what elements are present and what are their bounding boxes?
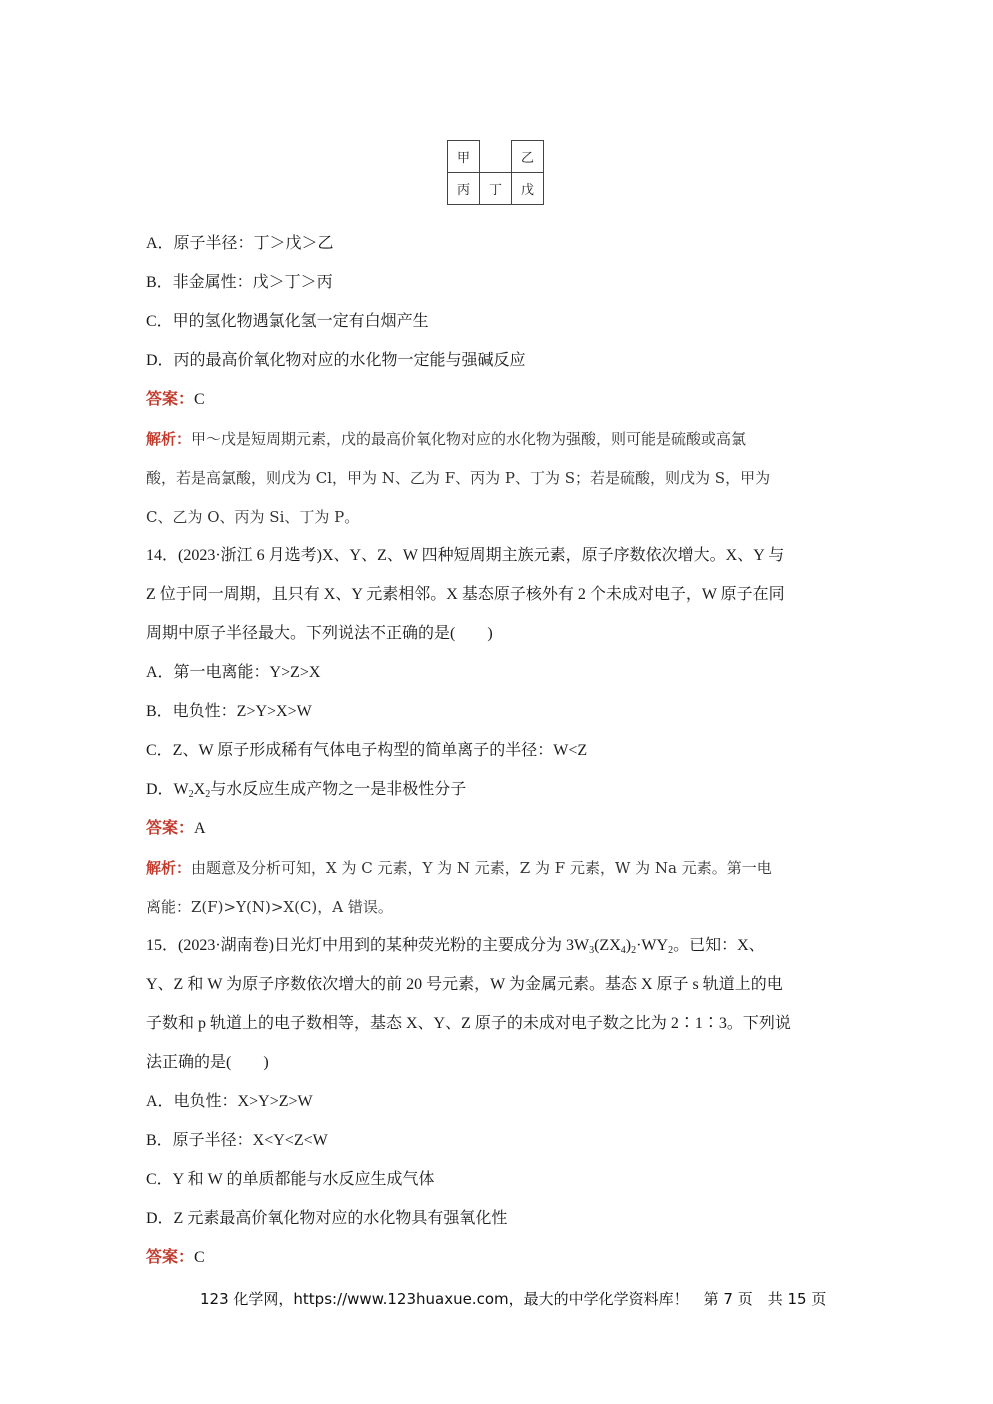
q13-option-a: A．原子半径：丁＞戊＞乙 [146,235,334,252]
explanation-label: 解析： [146,859,192,877]
subscript: 3 [589,945,595,956]
page-footer: 123 化学网，https://www.123huaxue.com，最大的中学化学资料库！ 第 7 页 共 15 页 [200,1290,827,1308]
q15-option-c: C．Y 和 W 的单质都能与水反应生成气体 [146,1171,435,1188]
cell-bing: 丙 [448,173,480,205]
text: X [193,781,206,798]
q13-answer [146,388,853,412]
q13-option-b: B．非金属性：戊＞丁＞丙 [146,274,333,291]
explanation-text: 由题意及分析可知，X 为 C 元素，Y 为 N 元素，Z 为 F 元素，W 为 Na 元素。第一电 [191,859,772,877]
answer-value: A [194,820,206,837]
q14-stem-line3: 周期中原子半径最大。下列说法不正确的是( ) [146,625,493,642]
q13-explanation-line1 [146,427,853,451]
q14-explanation-line1 [146,856,853,880]
q14-stem-line1: 14．(2023·浙江 6 月选考)X、Y、Z、W 四种短周期主族元素，原子序数依次增大。X、Y 与 [146,547,785,564]
q13-option-c: C．甲的氢化物遇氯化氢一定有白烟产生 [146,313,429,330]
q15-option-b: B．原子半径：X<Y<Z<W [146,1132,328,1149]
q14-explanation-line2: 离能：Z(F)>Y(N)>X(C)，A 错误。 [146,898,393,916]
subscript: 2 [188,789,194,800]
explanation-label: 解析： [146,430,192,448]
q13-explanation-line2: 酸，若是高氯酸，则戊为 Cl，甲为 N、乙为 F、丙为 P、丁为 S；若是硫酸，则戊为 S，甲为 [146,469,771,487]
q14-option-a: A．第一电离能：Y>Z>X [146,664,321,681]
explanation-text: 甲～戊是短周期元素，戊的最高价氧化物对应的水化物为强酸，则可能是硫酸或高氯 [191,430,747,448]
cell-yi: 乙 [512,141,544,173]
q14-stem-line2: Z 位于同一周期，且只有 X、Y 元素相邻。X 基态原子核外有 2 个未成对电子，W 原子在同 [146,586,785,603]
subscript: 2 [205,789,211,800]
cell-empty [480,141,512,173]
q15-stem-line2: Y、Z 和 W 为原子序数依次增大的前 20 号元素，W 为金属元素。基态 X 原子 s 轨道上的电 [146,976,783,993]
q14-option-b: B．电负性：Z>Y>X>W [146,703,312,720]
q15-stem-line3: 子数和 p 轨道上的电子数相等，基态 X、Y、Z 原子的未成对电子数之比为 2∶1∶3。下列说 [146,1015,791,1032]
text: ) [625,937,632,954]
subscript: 2 [668,945,674,956]
q15-answer [146,1246,853,1270]
q14-option-d [146,778,853,802]
cell-jia: 甲 [448,141,480,173]
text: 与水反应生成产物之一是非极性分子 [210,781,467,798]
q15-option-a: A．电负性：X>Y>Z>W [146,1093,313,1110]
q15-stem-line1 [146,934,853,958]
q14-answer [146,817,853,841]
q14-option-c: C．Z、W 原子形成稀有气体电子构型的简单离子的半径：W<Z [146,742,588,759]
text: D．W [146,781,189,798]
text: 15．(2023·湖南卷)日光灯中用到的某种荧光粉的主要成分为 3W [146,937,590,954]
answer-value: C [194,391,205,408]
q15-stem-line4: 法正确的是( ) [146,1054,269,1071]
answer-label: 答案： [146,1249,195,1266]
element-position-table [447,140,544,205]
q13-explanation-line3: C、乙为 O、丙为 Si、丁为 P。 [146,508,360,526]
cell-ding: 丁 [480,173,512,205]
q13-option-d: D．丙的最高价氧化物对应的水化物一定能与强碱反应 [146,352,526,369]
subscript: 4 [620,945,626,956]
answer-label: 答案： [146,391,195,408]
q15-option-d: D．Z 元素最高价氧化物对应的水化物具有强氧化性 [146,1210,508,1227]
text: (ZX [594,937,621,954]
text: 。已知：X、 [673,937,765,954]
answer-label: 答案： [146,820,195,837]
cell-wu: 戊 [512,173,544,205]
text: ·WY [636,937,669,954]
answer-value: C [194,1249,205,1266]
subscript: 2 [631,945,637,956]
